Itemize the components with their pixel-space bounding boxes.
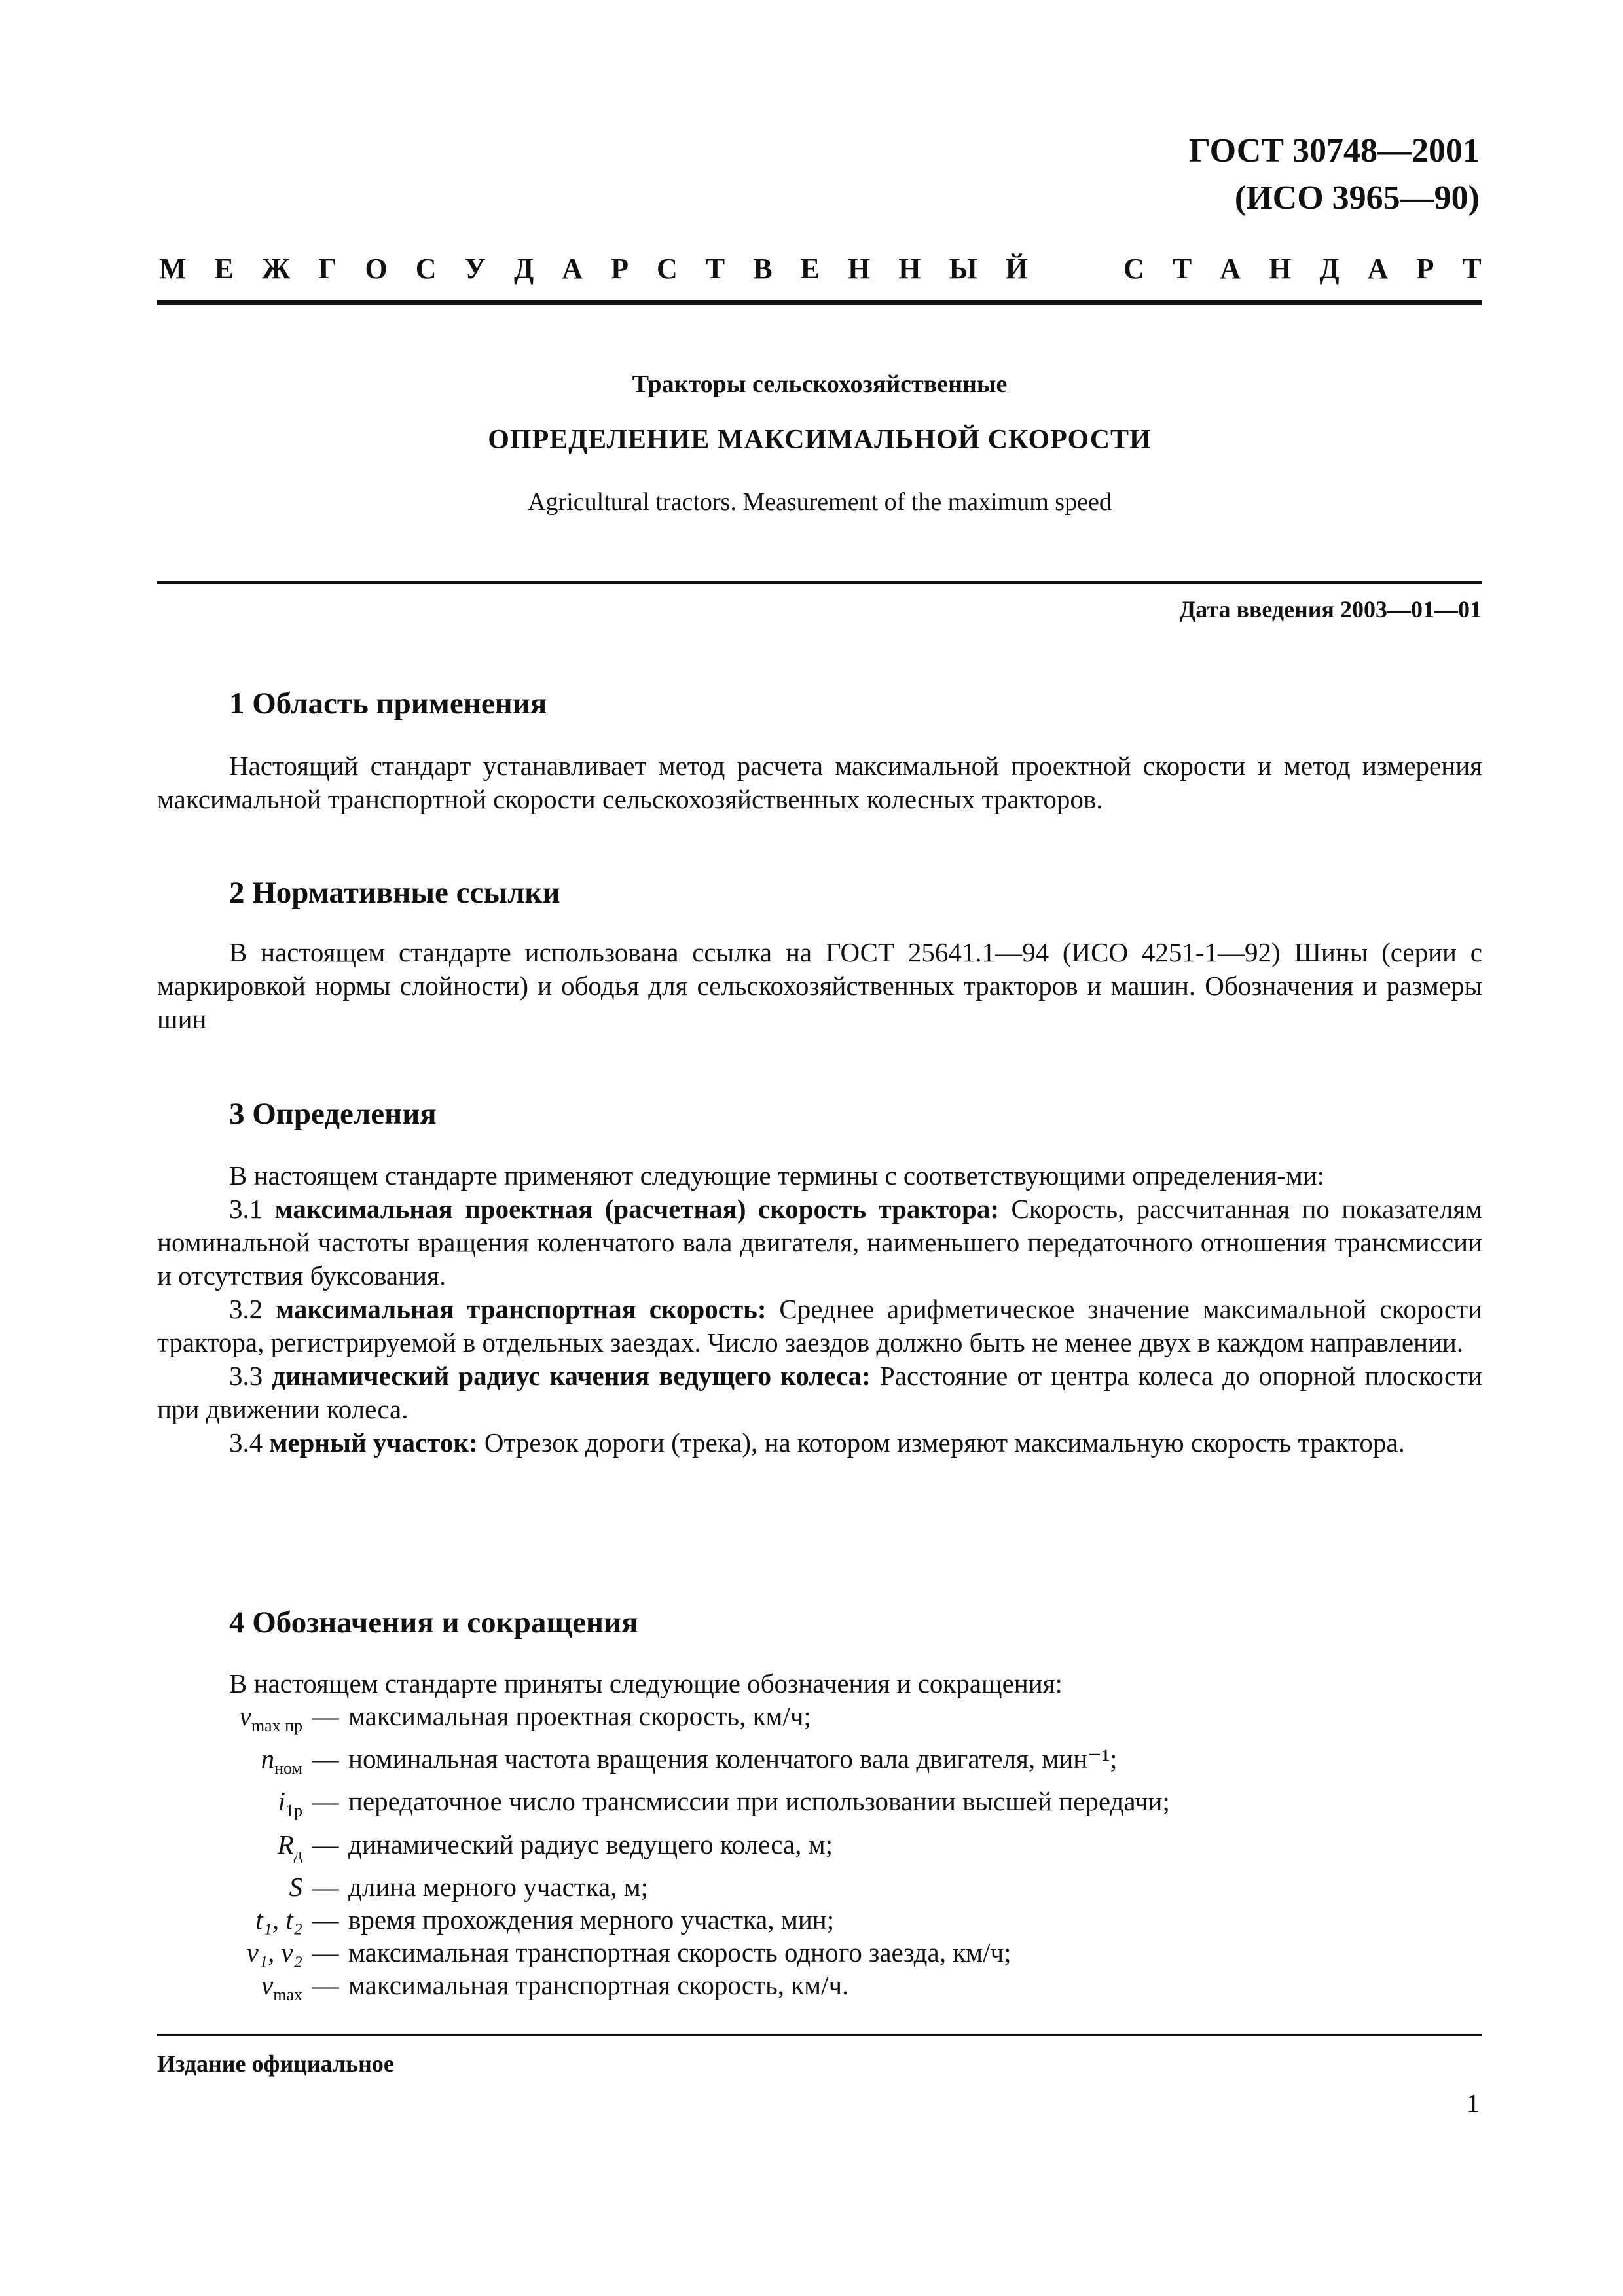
banner-letter: Т (1462, 253, 1482, 285)
banner-letter: Т (705, 253, 725, 285)
section-2-text: В настоящем стандарте использована ссылка на ГОСТ 25641.1—94 (ИСО 4251-1—92) Шины (серии с маркировкой нормы слойности) и ободья для сельскохозяйственных тракторов и машин. Обозначения и размеры шин (157, 937, 1482, 1034)
symbol-definition: максимальная проектная скорость, км/ч; (348, 1701, 811, 1731)
section-4-intro: В настоящем стандарте приняты следующие обозначения и сокращения: (229, 1668, 1063, 1698)
symbol-subscript: ном (274, 1759, 302, 1778)
symbol-subscript: д (293, 1844, 302, 1863)
footer-rule (157, 2034, 1482, 2036)
definition-item (157, 1293, 1482, 1359)
symbol-row (157, 1936, 1482, 1969)
symbol-subscript: max пр (251, 1716, 302, 1736)
symbol (157, 1785, 302, 1827)
symbol-base: R (277, 1829, 294, 1859)
banner-letter: Р (611, 253, 629, 285)
banner-letter: С (1123, 253, 1144, 285)
banner-letter: У (464, 253, 486, 285)
symbol (157, 1700, 302, 1742)
document-title-english: Agricultural tractors. Measurement of the maximum speed (528, 488, 1112, 516)
document-title: ОПРЕДЕЛЕНИЕ МАКСИМАЛЬНОЙ СКОРОСТИ (488, 425, 1152, 455)
symbol-row (157, 1871, 1482, 1903)
symbol-base: i (278, 1786, 285, 1817)
symbol (157, 1742, 302, 1785)
symbol-subscript: max (273, 1984, 302, 2004)
banner-letter: М (159, 253, 187, 285)
symbol-row (157, 1903, 1482, 1936)
banner-letter: Е (800, 253, 820, 285)
symbol-base: n (261, 1744, 275, 1774)
banner-letter: А (1220, 253, 1241, 285)
symbol-definition: максимальная транспортная скорость одного заезда, км/ч; (348, 1937, 1012, 1967)
page-number: 1 (1467, 2089, 1480, 2118)
symbol-dash: — (312, 1937, 339, 1967)
symbol-definition: максимальная транспортная скорость, км/ч. (348, 1969, 849, 2000)
symbol-dash: — (312, 1786, 339, 1817)
symbol-base: v (239, 1701, 251, 1731)
symbol-definition: время прохождения мерного участка, мин; (348, 1904, 835, 1935)
definition-number: 3.2 (229, 1294, 263, 1324)
symbol-row (157, 1828, 1482, 1871)
banner-letter: Г (318, 253, 337, 285)
symbol-base: v₁, v₂ (246, 1937, 302, 1967)
symbol-dash: — (312, 1829, 339, 1859)
symbol-dash: — (312, 1904, 339, 1935)
definition-text: Среднее арифметическое значение максимальной скорости трактора, регистрируемой в отдельных заездах. Число заездов должно быть не менее двух в каждом направлении. (157, 1294, 1482, 1357)
interstate-standard-banner (159, 252, 1482, 285)
symbol-subscript: 1р (285, 1801, 302, 1821)
intro-date: Дата введения 2003—01—01 (1179, 596, 1482, 622)
banner-letter: Ж (261, 253, 291, 285)
symbol (157, 1871, 302, 1903)
symbol-base: t₁, t₂ (255, 1904, 302, 1935)
definition-item (157, 1193, 1482, 1293)
definition-term: максимальная транспортная скорость: (276, 1294, 767, 1324)
symbol-definition: длина мерного участка, м; (348, 1871, 649, 1902)
definitions-list (157, 1193, 1482, 1460)
definition-item (157, 1359, 1482, 1426)
definition-term: мерный участок: (269, 1427, 478, 1458)
banner-letter: А (562, 253, 583, 285)
symbol-definition: динамический радиус ведущего колеса, м; (348, 1829, 833, 1859)
symbol-definition: передаточное число трансмиссии при использовании высшей передачи; (348, 1786, 1170, 1817)
definition-term: динамический радиус качения ведущего колеса: (272, 1361, 871, 1391)
section-3-intro: В настоящем стандарте применяют следующие термины с соответствующими определения-ми: (229, 1160, 1325, 1191)
official-edition-label: Издание официальное (157, 2051, 394, 2077)
iso-code: (ИСО 3965—90) (1234, 179, 1480, 217)
standard-code-block (1189, 128, 1480, 222)
symbol-row (157, 1785, 1482, 1827)
section-3-heading: 3 Определения (229, 1097, 437, 1131)
banner-gap (1056, 252, 1095, 285)
banner-letter: Д (1319, 253, 1340, 285)
banner-letter: О (365, 253, 388, 285)
symbol-base: S (289, 1871, 302, 1902)
banner-letter: Ы (949, 253, 977, 285)
symbol-dash: — (312, 1969, 339, 2000)
symbol-base: v (261, 1969, 274, 2000)
banner-letter: А (1367, 253, 1389, 285)
definition-item (157, 1426, 1482, 1460)
symbol (157, 1936, 302, 1969)
standard-code: ГОСТ 30748—2001 (1188, 132, 1480, 170)
definition-text: Расстояние от центра колеса до опорной плоскости при движении колеса. (157, 1361, 1483, 1424)
section-1-text: Настоящий стандарт устанавливает метод расчета максимальной проектной скорости и метод измерения максимальной транспортной скорости сельскохозяйственных колесных тракторов. (157, 751, 1482, 814)
symbol (157, 1903, 302, 1936)
banner-letter: В (753, 253, 773, 285)
symbol (157, 1828, 302, 1871)
banner-letter: Й (1005, 253, 1028, 285)
section-2-heading: 2 Нормативные ссылки (229, 876, 560, 910)
banner-letter: Н (1269, 253, 1292, 285)
banner-letter: Н (847, 253, 871, 285)
definition-number: 3.1 (229, 1194, 263, 1224)
banner-letter: Д (513, 253, 534, 285)
banner-letter: Н (898, 253, 921, 285)
banner-letter: Р (1416, 253, 1434, 285)
symbol-row (157, 1700, 1482, 1742)
title-rule (157, 581, 1482, 584)
banner-letter: С (656, 253, 678, 285)
section-4-heading: 4 Обозначения и сокращения (229, 1605, 638, 1640)
section-3-body (157, 1159, 1482, 1460)
section-1-heading: 1 Область применения (229, 687, 547, 721)
symbol-row (157, 1742, 1482, 1785)
symbol-dash: — (312, 1871, 339, 1902)
symbol-definition: номинальная частота вращения коленчатого вала двигателя, мин⁻¹; (348, 1744, 1118, 1774)
symbol-row (157, 1969, 1482, 2011)
definition-text: Отрезок дороги (трека), на котором измеряют максимальную скорость трактора. (484, 1427, 1405, 1458)
definition-number: 3.4 (229, 1427, 263, 1458)
symbol (157, 1969, 302, 2011)
banner-letter: Т (1172, 253, 1192, 285)
definition-term: максимальная проектная (расчетная) скорость трактора: (274, 1194, 1000, 1224)
header-rule (157, 300, 1482, 305)
symbols-list (157, 1700, 1482, 2011)
symbol-dash: — (312, 1744, 339, 1774)
symbol-dash: — (312, 1701, 339, 1731)
banner-letter: С (415, 253, 437, 285)
document-subtitle: Тракторы сельскохозяйственные (632, 370, 1008, 398)
banner-letter: Е (214, 253, 234, 285)
definition-number: 3.3 (229, 1361, 263, 1391)
definition-text: Скорость, рассчитанная по показателям номинальной частоты вращения коленчатого вала двигателя, наименьшего передаточного отношения трансмиссии и отсутствия буксования. (157, 1194, 1483, 1291)
